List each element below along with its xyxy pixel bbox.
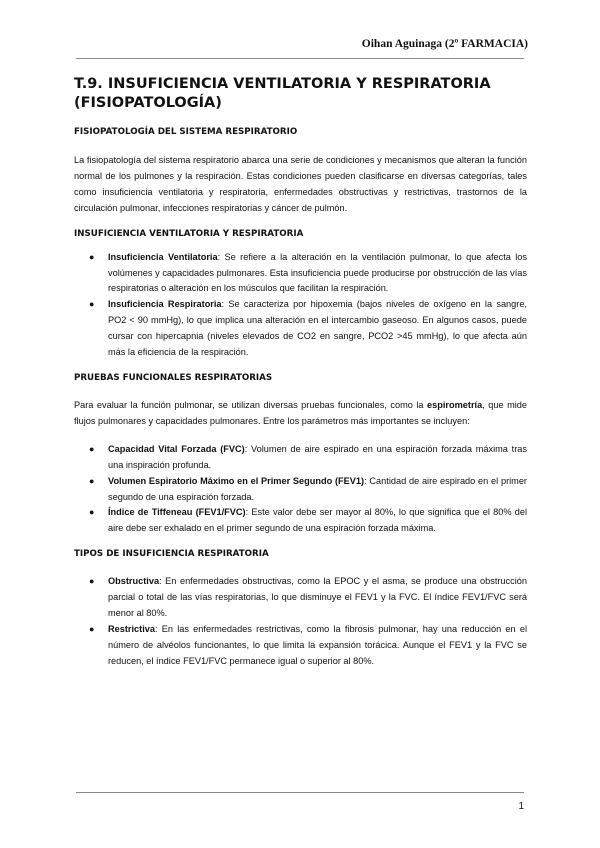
list-item-term: Insuficiencia Ventilatoria — [108, 251, 218, 262]
list-item — [89, 474, 527, 506]
page-number: 1 — [518, 801, 524, 812]
bullet-icon: ● — [89, 443, 95, 454]
list-item-term: Volumen Espiratorio Máximo en el Primer Segundo (FEV1) — [108, 475, 365, 486]
list-item-term: Obstructiva — [108, 576, 160, 587]
intro-text-after: , que mide flujos pulmonares y capacidades pulmonares. Entre los parámetros más importantes se incluyen: — [74, 399, 527, 426]
bullet-icon: ● — [89, 251, 95, 262]
list-item — [89, 622, 527, 670]
list-item — [89, 250, 527, 298]
list-item-term: Índice de Tiffeneau (FEV1/FVC) — [108, 507, 246, 518]
document-body — [74, 75, 527, 670]
list-item-text: : En las enfermedades restrictivas, como la fibrosis pulmonar, hay una reducción en el número de alvéolos funcionantes, lo que limita la expansión torácica. Aunque el FEV1 y la FVC se reducen, el índice FEV1/FVC permanece igual o superior al 80%. — [108, 623, 527, 666]
list-item — [89, 297, 527, 361]
header-author: Oihan Aguinaga (2º FARMACIA) — [361, 38, 528, 50]
list-item-text: : Este valor debe ser mayor al 80%, lo que significa que el 80% del aire debe ser exhalado en el primer segundo de una espiración forzada máxima. — [108, 507, 527, 534]
list-item-text: : Se refiere a la alteración en la ventilación pulmonar, lo que afecta los volúmenes y capacidades pulmonares. Esta insuficiencia puede producirse por obstrucción de las vías respiratorias o alteración en los músculos que facilitan la respiración. — [108, 251, 527, 294]
bullet-list-tipos — [74, 574, 527, 669]
intro-text-before: Para evaluar la función pulmonar, se utilizan diversas pruebas funcionales, como la — [74, 399, 428, 410]
list-item-term: Capacidad Vital Forzada (FVC) — [108, 443, 245, 454]
bullet-icon: ● — [89, 475, 95, 486]
bullet-icon: ● — [89, 507, 95, 518]
section-heading-fisiopatologia: FISIOPATOLOGÍA DEL SISTEMA RESPIRATORIO — [74, 127, 298, 137]
section-heading-pruebas: PRUEBAS FUNCIONALES RESPIRATORIAS — [74, 372, 273, 383]
document-title: T.9. INSUFICIENCIA VENTILATORIA Y RESPIRATORIA (FISIOPATOLOGÍA) — [74, 76, 491, 111]
list-item — [89, 442, 527, 474]
bullet-icon: ● — [89, 299, 95, 310]
list-item-text: : Cantidad de aire espirado en el primer segundo de una espiración forzada. — [108, 475, 527, 502]
list-item-text: : En enfermedades obstructivas, como la EPOC y el asma, se produce una obstrucción parcial o total de las vías respiratorias, lo que disminuye el FEV1 y la FVC. El índice FEV1/FVC será menor al 80%. — [108, 576, 527, 619]
bullet-list-insuficiencia — [74, 250, 527, 361]
section-heading-insuficiencia: INSUFICIENCIA VENTILATORIA Y RESPIRATORIA — [74, 228, 304, 239]
bullet-icon: ● — [89, 623, 95, 634]
list-item-text: : Volumen de aire espirado en una espiración forzada máxima tras una inspiración profunda. — [108, 443, 527, 470]
intro-strong-term: espirometría — [427, 399, 483, 410]
bullet-icon: ● — [89, 576, 95, 587]
section-heading-tipos: TIPOS DE INSUFICIENCIA RESPIRATORIA — [74, 549, 269, 560]
list-item — [89, 574, 527, 622]
list-item — [89, 505, 527, 537]
list-item-term: Restrictiva — [108, 623, 155, 634]
header-divider — [76, 58, 524, 59]
footer-divider — [76, 792, 524, 793]
section-paragraph-pruebas — [74, 398, 527, 430]
bullet-list-pruebas — [74, 442, 527, 537]
section-paragraph-fisiopatologia: La fisiopatología del sistema respiratorio abarca una serie de condiciones y mecanismos que alteran la función normal de los pulmones y la respiración. Estas condiciones pueden clasificarse en diversas categorías, tales como insuficiencia ventilatoria y respiratoria, enfermedades obstructivas y restrictivas, trastornos de la circulación pulmonar, infecciones respiratorias y cáncer de pulmón. — [74, 155, 527, 213]
list-item-text: : Se caracteriza por hipoxemia (bajos niveles de oxígeno en la sangre, PO2 < 90 mmHg), lo que implica una alteración en el intercambio gaseoso. En algunos casos, puede cursar con hipercapnia (niveles elevados de CO2 en sangre, PCO2 >45 mmHg), lo que afecta aún más la eficiencia de la respiración. — [108, 299, 527, 358]
list-item-term: Insuficiencia Respiratoria — [108, 299, 222, 310]
